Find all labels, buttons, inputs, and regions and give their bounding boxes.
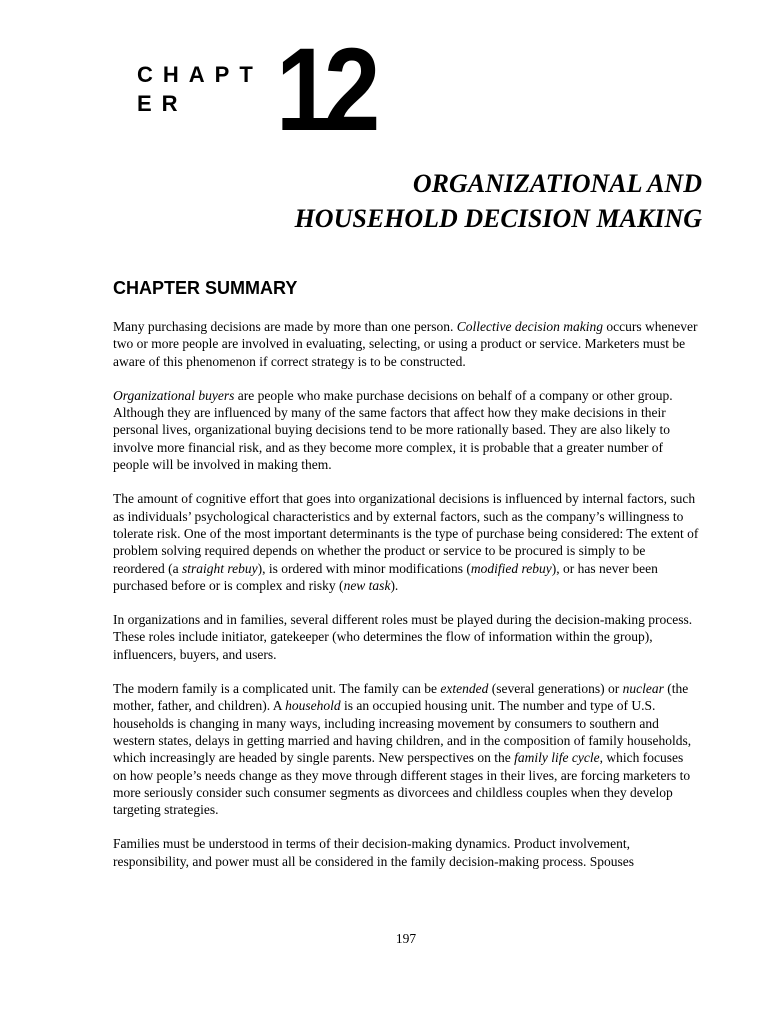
italic-term: straight rebuy xyxy=(181,560,258,576)
paragraph-text: are people who make purchase decisions on behalf of a company or other group. Although they are influenced by many of the same factors that affect how they make decisions in their personal lives, organizational buying decisions tend to be more rationally based. They are also likely to involve more financial risk, and as they become more complex, it is probable that a greater number of people will be involved in making them. xyxy=(113,387,673,473)
paragraph-text: In organizations and in families, several different roles must be played during the decision-making process. These roles include initiator, gatekeeper (who determines the flow of information within the group), influencers, buyers, and users. xyxy=(113,612,693,662)
italic-term: modified rebuy xyxy=(470,560,552,576)
paragraph-text: occurs whenever two or more people are involved in evaluating, selecting, or using a product or service. Marketers must be aware of this phenomenon if correct strategy is to be constructed. xyxy=(113,319,698,369)
paragraph-text: (the mother, father, and children). A xyxy=(113,681,689,714)
page-number: 197 xyxy=(395,931,417,946)
chapter-number: 12 xyxy=(276,24,372,156)
paragraph-text: ), or has never been purchased before or is complex and risky ( xyxy=(113,560,658,593)
chapter-title-line-1: ORGANIZATIONAL AND xyxy=(412,169,702,198)
paragraph-text: ), is ordered with minor modifications ( xyxy=(257,560,471,576)
paragraph-text: Families must be understood in terms of their decision-making dynamics. Product involvement, responsibility, and power must all be considered in the family decision-making process. Spouses xyxy=(113,836,635,869)
paragraph-text: The amount of cognitive effort that goes into organizational decisions is influenced by internal factors, such as individuals’ psychological characteristics and by external factors, such as the company’s willingness to tolerate risk. One of the most important determinants is the type of purchase being considered: The extent of problem solving required depends on whether the product or service to be procured is simply to be reordered (a xyxy=(113,491,699,576)
chapter-title xyxy=(295,166,702,236)
summary-paragraph xyxy=(113,387,699,473)
paragraph-text: is an occupied housing unit. The number and type of U.S. households is changing in many ways, including increasing movement by consumers to southern and western states, delays in getting married and having children, and in the composition of family households, which increasingly are headed by single parents. New perspectives on the xyxy=(113,698,692,766)
summary-paragraph xyxy=(113,680,699,818)
section-heading: CHAPTER SUMMARY xyxy=(113,278,298,298)
italic-term: extended xyxy=(440,681,489,697)
italic-term: new task xyxy=(343,577,391,593)
italic-term: family life cycle xyxy=(514,750,600,766)
chapter-title-line-2: HOUSEHOLD DECISION MAKING xyxy=(294,204,702,233)
paragraph-text: ). xyxy=(390,577,399,593)
summary-paragraph xyxy=(113,611,699,663)
summary-paragraph xyxy=(113,318,699,370)
paragraph-text: Many purchasing decisions are made by more than one person. xyxy=(113,319,457,334)
summary-paragraph xyxy=(113,835,699,870)
summary-body xyxy=(113,318,699,887)
chapter-label: CHAPTER xyxy=(137,62,263,116)
paragraph-text: (several generations) or xyxy=(488,681,623,697)
italic-term: Collective decision making xyxy=(456,319,603,334)
paragraph-text: , which focuses on how people’s needs change as they move through different stages in their lives, are forcing marketers to more seriously consider such consumer segments as divorcees and childless couples when they develop targeting strategies. xyxy=(113,750,691,818)
paragraph-text: The modern family is a complicated unit. The family can be xyxy=(113,681,441,697)
italic-term: Organizational buyers xyxy=(113,387,235,403)
summary-paragraph xyxy=(113,490,699,594)
italic-term: nuclear xyxy=(622,681,664,697)
italic-term: household xyxy=(285,698,341,714)
